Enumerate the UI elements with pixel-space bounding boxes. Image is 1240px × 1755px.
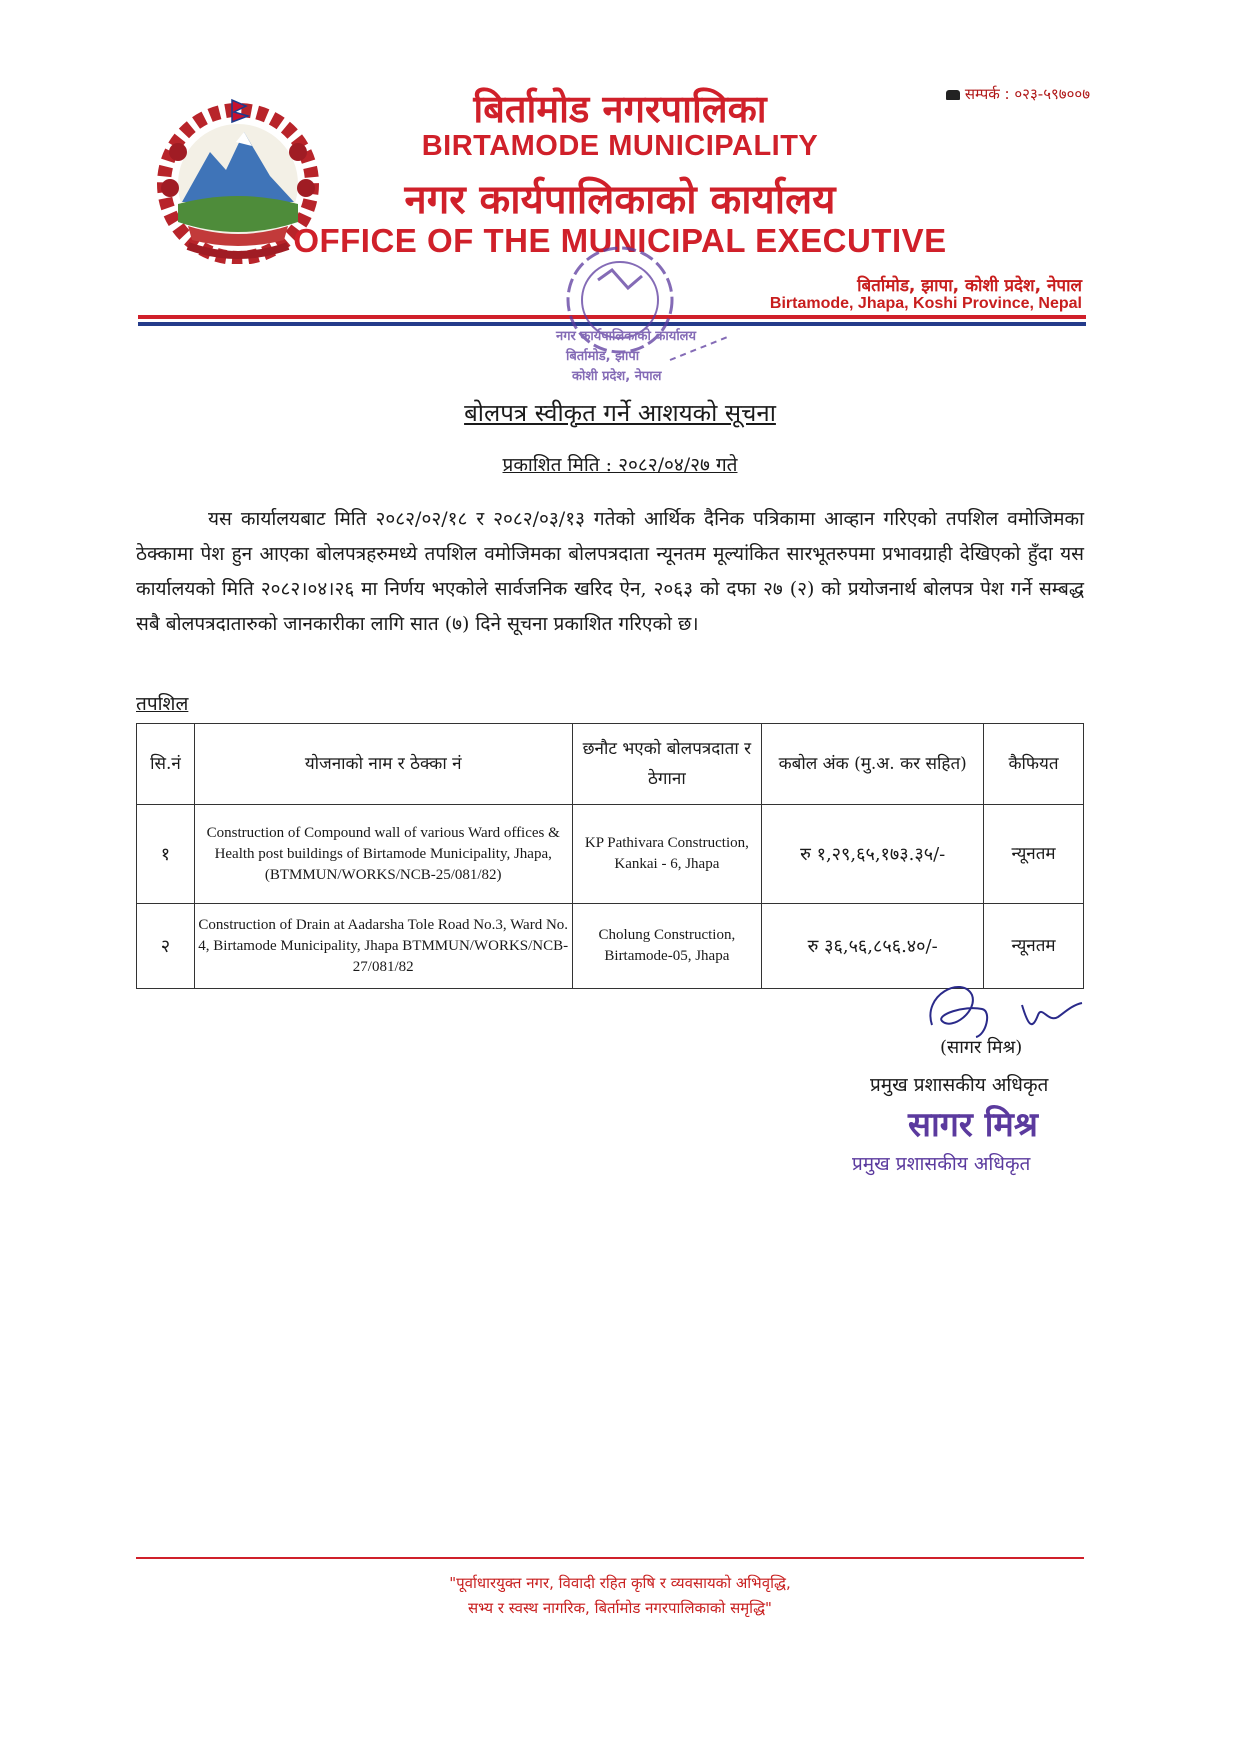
office-stamp xyxy=(520,240,760,400)
municipality-name-np: बिर्तामोड नगरपालिका xyxy=(473,87,767,131)
address-np: बिर्तामोड, झापा, कोशी प्रदेश, नेपाल xyxy=(857,276,1082,296)
notice-body xyxy=(136,502,1084,642)
row-sn: १ xyxy=(137,805,195,904)
stamp-line-1: नगर कार्यपालिकाको कार्यालय xyxy=(556,329,697,344)
published-date xyxy=(0,451,1240,477)
stamp-line-3: कोशी प्रदेश, नेपाल xyxy=(572,369,662,384)
row-remarks: न्यूनतम xyxy=(984,805,1084,904)
signatory-name: (सागर मिश्र) xyxy=(940,1037,1023,1058)
col-header-remarks: कैफियत xyxy=(984,724,1084,805)
col-header-bidder: छनौट भएको बोलपत्रदाता र ठेगाना xyxy=(572,724,762,805)
notice-paragraph: यस कार्यालयबाट मिति २०८२/०२/१८ र २०८२/०३/१३ गतेको आर्थिक दैनिक पत्रिकामा आव्हान गरिएको तपशिल वमोजिमका ठेक्कामा पेश हुन आएका बोलपत्रहरुमध्ये तपशिल वमोजिमका बोलपत्रदाता न्यूनतम मूल्यांकित सारभूतरुपमा प्रभावग्राही देखिएको हुँदा यस कार्यालयको मिति २०८२।०४।२६ मा निर्णय भएकोले सार्वजनिक खरिद ऐन, २०६३ को दफा २७ (२) को प्रयोजनार्थ बोलपत्र पेश गर्ने सम्बद्ध सबै बोलपत्रदातारुको जानकारीका लागि सात (७) दिने सूचना प्रकाशित गरिएको छ। xyxy=(136,508,1084,635)
name-stamp: सागर मिश्र xyxy=(908,1105,1038,1145)
footer-slogan-line2: सभ्य र स्वस्थ नागरिक, बिर्तामोड नगरपालिकाको समृद्धि" xyxy=(468,1599,772,1617)
published-date-text: प्रकाशित मिति : २०८२/०४/२७ गते xyxy=(502,454,738,476)
designation-stamp: प्रमुख प्रशासकीय अधिकृत xyxy=(852,1153,1031,1175)
notice-title xyxy=(0,396,1240,429)
col-header-sn: सि.नं xyxy=(137,724,195,805)
table-header-row xyxy=(137,724,1084,805)
notice-title-text: बोलपत्र स्वीकृत गर्ने आशयको सूचना xyxy=(464,399,776,427)
municipality-name-en: BIRTAMODE MUNICIPALITY xyxy=(421,130,819,162)
row-amount: रु ३६,५६,८५६.४०/- xyxy=(762,904,984,989)
stamp-line-2: बिर्तामोड, झापा xyxy=(566,349,640,364)
footer-rule xyxy=(136,1557,1084,1559)
row-sn: २ xyxy=(137,904,195,989)
contact-text: सम्पर्क : ०२३-५९७००७ xyxy=(964,85,1090,103)
footer-slogan-line1: "पूर्वाधारयुक्त नगर, विवादी रहित कृषि र व्यवसायको अभिवृद्धि, xyxy=(449,1574,791,1592)
signatory-designation: प्रमुख प्रशासकीय अधिकृत xyxy=(870,1074,1049,1096)
address-en: Birtamode, Jhapa, Koshi Province, Nepal xyxy=(769,295,1082,312)
col-header-project: योजनाको नाम र ठेक्का नं xyxy=(194,724,572,805)
schedule-label: तपशिल xyxy=(136,693,189,715)
office-name-np: नगर कार्यपालिकाको कार्यालय xyxy=(404,177,836,223)
table-row xyxy=(137,805,1084,904)
office-name-en: OFFICE OF THE MUNICIPAL EXECUTIVE xyxy=(293,222,947,259)
row-project: Construction of Compound wall of various Ward offices & Health post buildings of Birtamode Municipality, Jhapa, (BTMMUN/WORKS/NCB-25/081/82) xyxy=(194,805,572,904)
col-header-amount: कबोल अंक (मु.अ. कर सहित) xyxy=(762,724,984,805)
bid-table xyxy=(136,723,1084,989)
row-project: Construction of Drain at Aadarsha Tole Road No.3, Ward No. 4, Birtamode Municipality, Jhapa BTMMUN/WORKS/NCB-27/081/82 xyxy=(194,904,572,989)
row-bidder: KP Pathivara Construction, Kankai - 6, Jhapa xyxy=(572,805,762,904)
row-remarks: न्यूनतम xyxy=(984,904,1084,989)
row-amount: रु १,२९,६५,१७३.३५/- xyxy=(762,805,984,904)
row-bidder: Cholung Construction, Birtamode-05, Jhapa xyxy=(572,904,762,989)
